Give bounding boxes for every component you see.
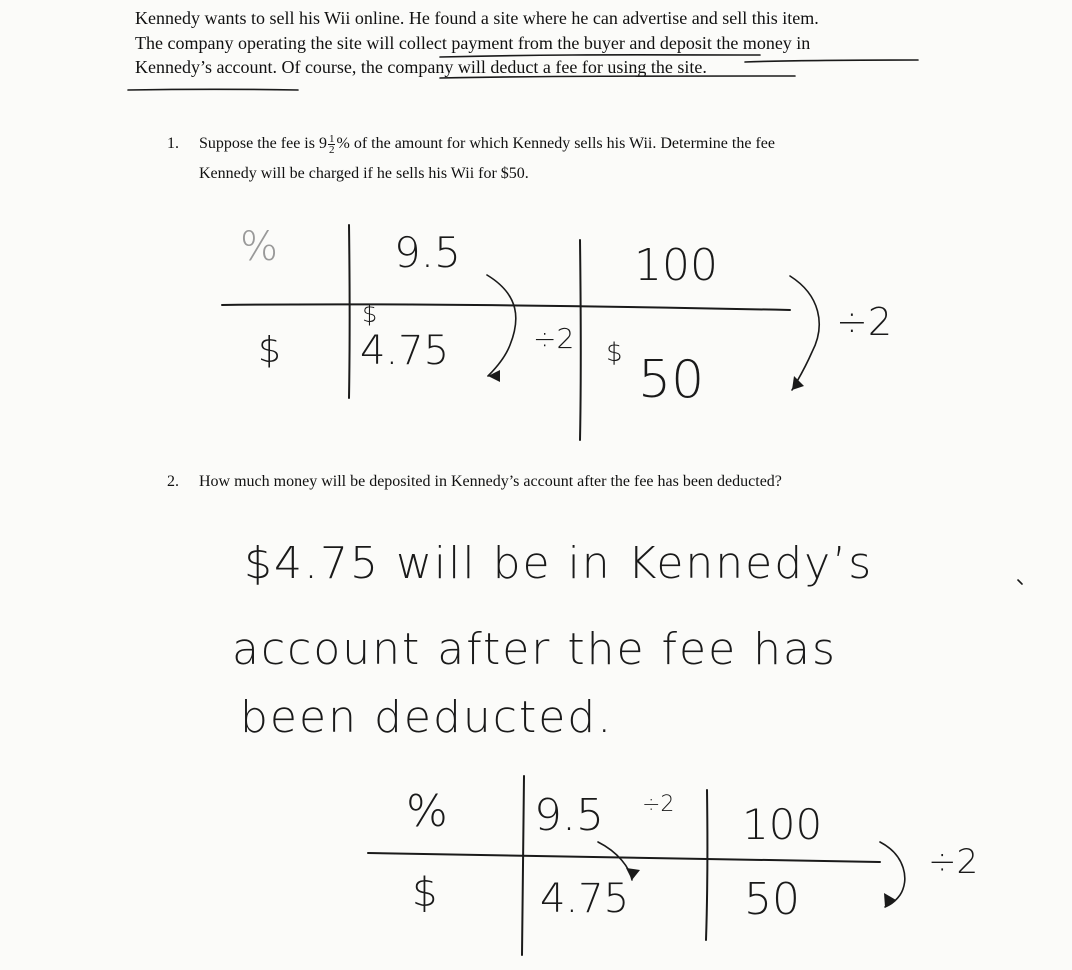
table1-outer-arrow (790, 276, 819, 390)
table2-horizontal-line (368, 853, 880, 862)
underline-deposit-money (745, 60, 918, 62)
question-1-text-after: % of the amount for which Kennedy sells his Wii. Determine the fee (336, 135, 775, 153)
table1-inner-arrow (487, 275, 516, 376)
table1-cell-4-75: 4.75 (360, 328, 450, 374)
table1-inner-divide-2: ÷2 (533, 322, 575, 355)
fraction-numerator: 1 (328, 133, 335, 145)
intro-line-2: The company operating the site will collect payment from the buyer and deposit the money in (135, 32, 811, 53)
question-1-line-2: Kennedy will be charged if he sells his Wii for $50. (199, 165, 529, 182)
table1-outer-divide-2: ÷2 (836, 300, 893, 344)
table2-percent-label: % (406, 786, 448, 837)
answer-line-1: $4.75 will be in Kennedy’s (244, 538, 874, 589)
question-1-number: 1. (167, 135, 179, 153)
underline-collect-payment (440, 55, 760, 57)
table1-left-divider (349, 225, 350, 398)
table2-cell-100: 100 (742, 800, 823, 849)
table2-inner-arrow (598, 842, 632, 880)
table1-percent-label: % (240, 224, 279, 270)
table2-outer-divide-2: ÷2 (928, 842, 979, 882)
table2-dollar-label: $ (412, 870, 438, 916)
table1-cell-100: 100 (634, 240, 718, 291)
question-2-number: 2. (167, 473, 179, 490)
table2-left-divider (522, 776, 524, 955)
table2-cell-4-75: 4.75 (540, 876, 630, 922)
question-1-text-before: Suppose the fee is 9 (199, 135, 327, 153)
table2-cell-50: 50 (744, 874, 800, 925)
table1-dollar-col2: $ (606, 338, 623, 368)
table1-cell-9-5: 9.5 (394, 228, 461, 277)
intro-line-3: Kennedy’s account. Of course, the company will deduct a fee for using the site. (135, 57, 707, 77)
question-2-text: How much money will be deposited in Kennedy’s account after the fee has been deducted? (199, 473, 782, 490)
table2-cell-9-5: 9.5 (534, 790, 604, 841)
table1-dollar-small: $ (362, 300, 378, 328)
table2-outer-arrow (880, 842, 905, 907)
table1-middle-divider (580, 240, 581, 440)
table2-inner-divide-2: ÷2 (642, 792, 675, 817)
table1-cell-50: 50 (638, 350, 705, 410)
table1-inner-arrowhead (488, 370, 500, 382)
table1-dollar-label: $ (258, 330, 281, 371)
answer-line-2: account after the fee has (232, 624, 837, 675)
intro-line-1: Kennedy wants to sell his Wii online. He found a site where he can advertise and sell this item. (135, 8, 819, 28)
answer-line-3: been deducted. (240, 692, 614, 743)
stray-mark (1018, 580, 1022, 584)
underline-kennedys-account (128, 89, 298, 90)
table2-middle-divider (706, 790, 707, 940)
fraction-denominator: 2 (328, 144, 335, 156)
table1-horizontal-line (222, 304, 790, 310)
underline-deduct-fee (440, 76, 795, 78)
